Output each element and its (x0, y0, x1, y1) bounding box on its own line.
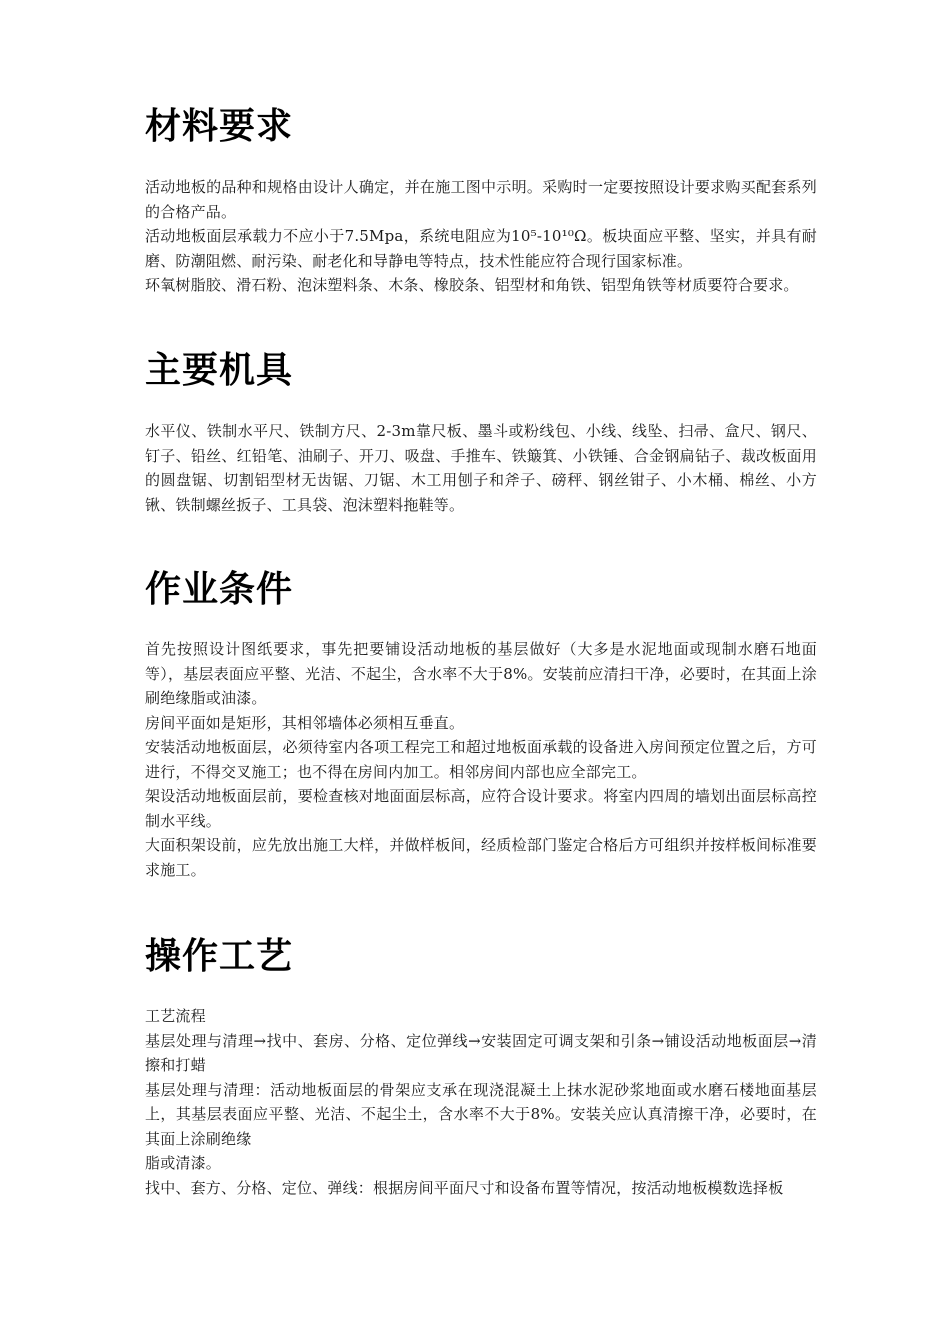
paragraph: 安装活动地板面层，必须待室内各项工程完工和超过地板面承载的设备进入房间预定位置之后，方可进行，不得交叉施工；也不得在房间内加工。相邻房间内部也应全部完工。 (145, 738, 817, 781)
paragraph: 架设活动地板面层前，要检查核对地面面层标高，应符合设计要求。将室内四周的墙划出面层标高控制水平线。 (145, 787, 817, 830)
paragraph: 活动地板面层承载力不应小于7.5Mpa，系统电阻应为10⁵-10¹⁰Ω。板块面应平整、坚实，并具有耐磨、防潮阻燃、耐污染、耐老化和导静电等特点，技术性能应符合现行国家标准。 (145, 227, 817, 270)
section-body-materials (145, 175, 817, 298)
section-body-conditions (145, 637, 817, 882)
paragraph: 环氧树脂胶、滑石粉、泡沫塑料条、木条、橡胶条、铝型材和角铁、铝型角铁等材质要符合要求。 (145, 276, 799, 294)
paragraph: 找中、套方、分格、定位、弹线：根据房间平面尺寸和设备布置等情况，按活动地板模数选择板 (145, 1178, 784, 1197)
paragraph: 基层处理与清理→找中、套房、分格、定位弹线→安装固定可调支架和引条→铺设活动地板面层→清擦和打蜡 (145, 1031, 817, 1074)
paragraph: 首先按照设计图纸要求，事先把要铺设活动地板的基层做好（大多是水泥地面或现制水磨石地面等），基层表面应平整、光洁、不起尘，含水率不大于8%。安装前应清扫干净，必要时，在其面上涂刷绝缘脂或油漆。 (145, 640, 817, 707)
section-title-materials: 材料要求 (145, 106, 294, 147)
paragraph: 工艺流程 (145, 1007, 206, 1025)
section-body-process (145, 1004, 817, 1200)
paragraph: 水平仪、铁制水平尺、铁制方尺、2-3m靠尺板、墨斗或粉线包、小线、线坠、扫帚、盒尺、钢尺、钉子、铅丝、红铅笔、油刷子、开刀、吸盘、手推车、铁簸箕、小铁锤、合金钢扁钻子、裁改板面用的圆盘锯、切割铝型材无齿锯、刀锯、木工用刨子和斧子、磅秤、钢丝钳子、小木桶、棉丝、小方锹、铁制螺丝扳子、工具袋、泡沫塑料拖鞋等。 (145, 422, 817, 514)
section-title-conditions: 作业条件 (145, 569, 294, 610)
section-title-process: 操作工艺 (145, 936, 294, 977)
paragraph: 脂或清漆。 (145, 1154, 222, 1172)
section-body-tools (145, 419, 817, 517)
paragraph: 房间平面如是矩形，其相邻墙体必须相互垂直。 (145, 713, 465, 732)
paragraph: 基层处理与清理：活动地板面层的骨架应支承在现浇混凝土上抹水泥砂浆地面或水磨石楼地面基层上，其基层表面应平整、光洁、不起尘土，含水率不大于8%。安装关应认真清擦干净，必要时，在其面上涂刷绝缘 (145, 1080, 817, 1148)
section-title-tools: 主要机具 (145, 350, 294, 391)
paragraph: 大面积架设前，应先放出施工大样，并做样板间，经质检部门鉴定合格后方可组织并按样板间标准要求施工。 (145, 836, 817, 879)
paragraph: 活动地板的品种和规格由设计人确定，并在施工图中示明。采购时一定要按照设计要求购买配套系列的合格产品。 (145, 178, 817, 221)
